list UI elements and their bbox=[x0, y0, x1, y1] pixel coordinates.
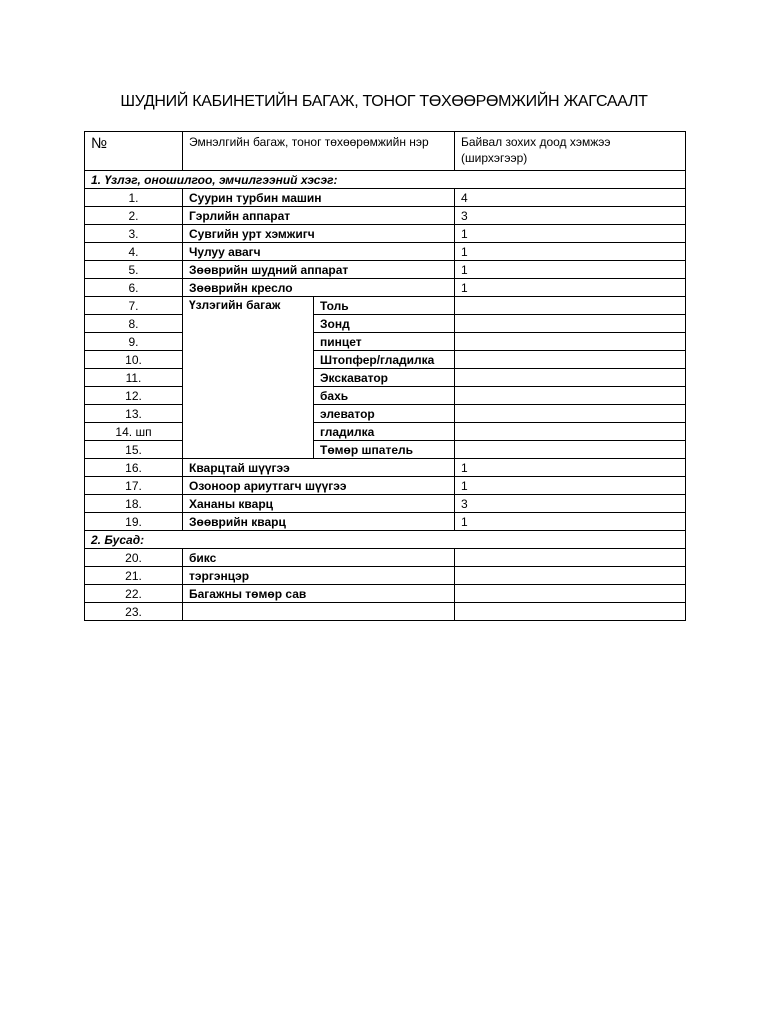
row-qty: 1 bbox=[455, 459, 686, 477]
row-name: Толь bbox=[314, 297, 455, 315]
row-name: Штопфер/гладилка bbox=[314, 351, 455, 369]
row-name: Суурин турбин машин bbox=[183, 189, 455, 207]
table-row bbox=[85, 477, 686, 495]
row-number: 8. bbox=[85, 315, 183, 333]
row-number: 5. bbox=[85, 261, 183, 279]
row-name: Гэрлийн аппарат bbox=[183, 207, 455, 225]
row-number: 9. bbox=[85, 333, 183, 351]
table-row bbox=[85, 243, 686, 261]
table-row bbox=[85, 405, 686, 423]
row-qty: 1 bbox=[455, 477, 686, 495]
row-name: Зөөврийн кресло bbox=[183, 279, 455, 297]
section-1-title: 1. Үзлэг, оношилгоо, эмчилгээний хэсэг: bbox=[85, 171, 686, 189]
row-name: бахь bbox=[314, 387, 455, 405]
row-qty: 1 bbox=[455, 279, 686, 297]
row-number: 11. bbox=[85, 369, 183, 387]
table-row bbox=[85, 585, 686, 603]
table-row bbox=[85, 189, 686, 207]
header-qty: Байвал зохих доод хэмжээ (ширхэгээр) bbox=[455, 132, 686, 171]
row-qty: 3 bbox=[455, 495, 686, 513]
row-name bbox=[183, 603, 455, 621]
table-row bbox=[85, 261, 686, 279]
row-name: элеватор bbox=[314, 405, 455, 423]
row-number: 23. bbox=[85, 603, 183, 621]
table-row bbox=[85, 495, 686, 513]
row-name: бикс bbox=[183, 549, 455, 567]
row-number: 4. bbox=[85, 243, 183, 261]
table-row bbox=[85, 441, 686, 459]
row-name: Хананы кварц bbox=[183, 495, 455, 513]
table-header-row bbox=[85, 132, 686, 171]
row-number: 17. bbox=[85, 477, 183, 495]
row-name: Зөөврийн кварц bbox=[183, 513, 455, 531]
row-qty bbox=[455, 585, 686, 603]
table-row bbox=[85, 207, 686, 225]
row-name: Экскаватор bbox=[314, 369, 455, 387]
row-qty bbox=[455, 423, 686, 441]
section-1 bbox=[85, 171, 686, 189]
row-name: Сувгийн урт хэмжигч bbox=[183, 225, 455, 243]
group-label: Үзлэгийн багаж bbox=[183, 297, 314, 459]
row-number: 16. bbox=[85, 459, 183, 477]
row-qty: 3 bbox=[455, 207, 686, 225]
header-no: № bbox=[85, 132, 183, 171]
row-name: пинцет bbox=[314, 333, 455, 351]
table-row bbox=[85, 369, 686, 387]
row-number: 3. bbox=[85, 225, 183, 243]
table-row bbox=[85, 351, 686, 369]
table-row bbox=[85, 603, 686, 621]
row-qty bbox=[455, 351, 686, 369]
row-qty bbox=[455, 405, 686, 423]
row-number: 12. bbox=[85, 387, 183, 405]
row-name: Багажны төмөр сав bbox=[183, 585, 455, 603]
row-name: тэргэнцэр bbox=[183, 567, 455, 585]
row-name: Чулуу авагч bbox=[183, 243, 455, 261]
table-row bbox=[85, 423, 686, 441]
row-number: 20. bbox=[85, 549, 183, 567]
row-name: Зөөврийн шудний аппарат bbox=[183, 261, 455, 279]
row-number: 1. bbox=[85, 189, 183, 207]
row-qty: 1 bbox=[455, 261, 686, 279]
row-number: 6. bbox=[85, 279, 183, 297]
row-number: 13. bbox=[85, 405, 183, 423]
row-number: 14. шп bbox=[85, 423, 183, 441]
table-row bbox=[85, 333, 686, 351]
page-title: ШУДНИЙ КАБИНЕТИЙН БАГАЖ, ТОНОГ ТӨХӨӨРӨМЖИЙН ЖАГСААЛТ bbox=[120, 93, 648, 110]
table-row bbox=[85, 297, 686, 315]
row-name: Кварцтай шүүгээ bbox=[183, 459, 455, 477]
row-name: гладилка bbox=[314, 423, 455, 441]
row-qty bbox=[455, 603, 686, 621]
row-qty: 1 bbox=[455, 513, 686, 531]
row-number: 19. bbox=[85, 513, 183, 531]
table-row bbox=[85, 459, 686, 477]
header-name: Эмнэлгийн багаж, тоног төхөөрөмжийн нэр bbox=[183, 132, 455, 171]
row-qty bbox=[455, 387, 686, 405]
row-name: Төмөр шпатель bbox=[314, 441, 455, 459]
table-row bbox=[85, 387, 686, 405]
row-qty: 1 bbox=[455, 243, 686, 261]
row-number: 10. bbox=[85, 351, 183, 369]
table-row bbox=[85, 279, 686, 297]
row-name: Зонд bbox=[314, 315, 455, 333]
row-qty: 1 bbox=[455, 225, 686, 243]
table-row bbox=[85, 315, 686, 333]
table-row bbox=[85, 567, 686, 585]
row-qty bbox=[455, 333, 686, 351]
equipment-table bbox=[84, 131, 686, 621]
table-row bbox=[85, 225, 686, 243]
section-2-title: 2. Бусад: bbox=[85, 531, 686, 549]
table-row bbox=[85, 513, 686, 531]
row-qty: 4 bbox=[455, 189, 686, 207]
row-qty bbox=[455, 567, 686, 585]
row-qty bbox=[455, 549, 686, 567]
row-number: 21. bbox=[85, 567, 183, 585]
row-number: 18. bbox=[85, 495, 183, 513]
row-qty bbox=[455, 315, 686, 333]
row-name: Озоноор ариутгагч шүүгээ bbox=[183, 477, 455, 495]
row-qty bbox=[455, 369, 686, 387]
section-2 bbox=[85, 531, 686, 549]
row-qty bbox=[455, 441, 686, 459]
table-row bbox=[85, 549, 686, 567]
row-number: 22. bbox=[85, 585, 183, 603]
row-number: 15. bbox=[85, 441, 183, 459]
row-number: 7. bbox=[85, 297, 183, 315]
row-qty bbox=[455, 297, 686, 315]
row-number: 2. bbox=[85, 207, 183, 225]
